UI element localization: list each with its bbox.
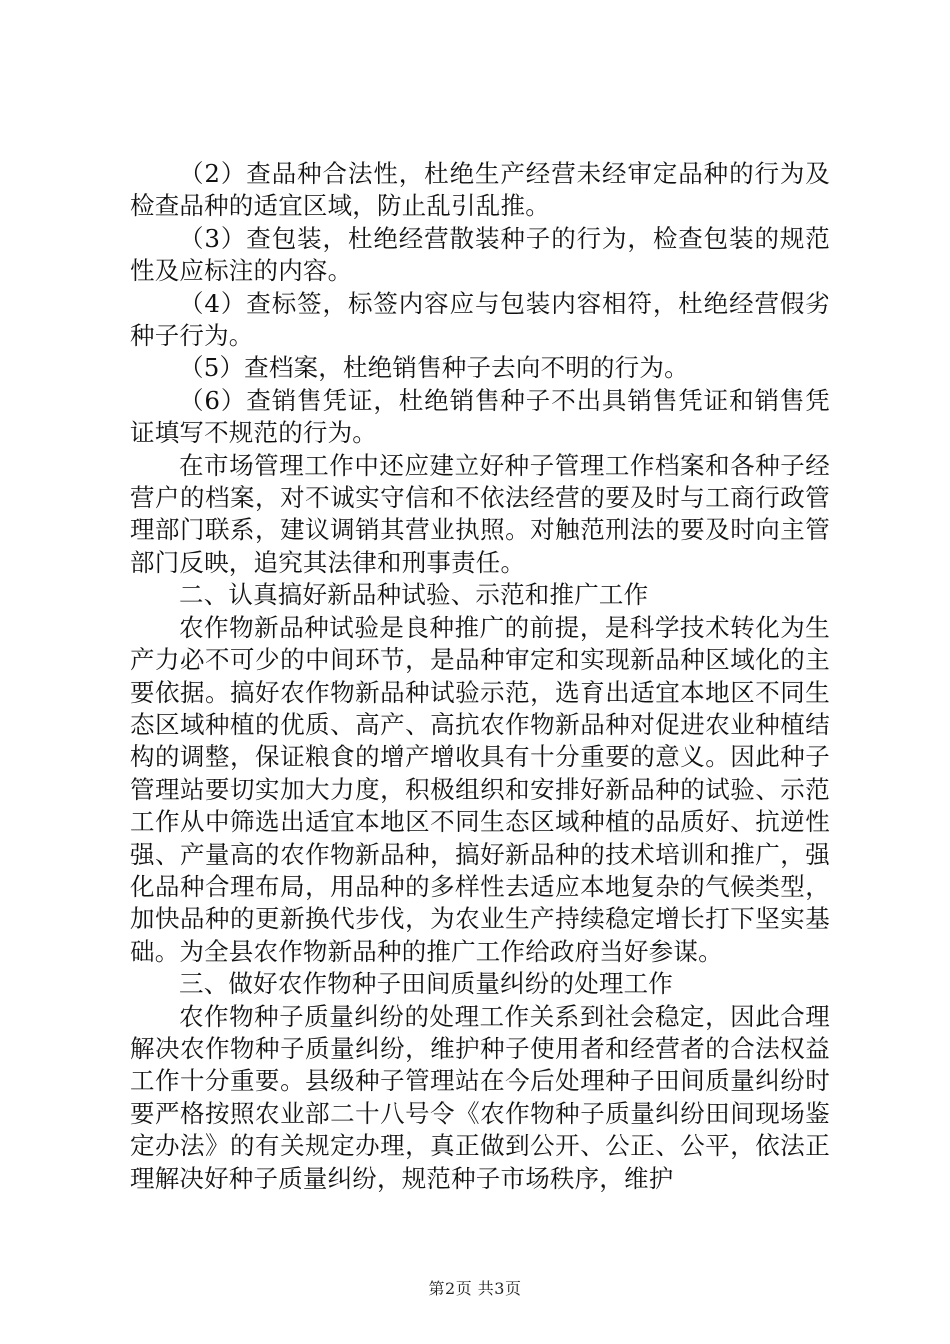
page-footer: 第2页 共3页 [428, 1279, 522, 1298]
paragraph-check-variety-legality: （2）查品种合法性，杜绝生产经营未经审定品种的行为及检查品种的适宜区域，防止乱引乱推。 [130, 159, 830, 221]
section-heading-2: 二、认真搞好新品种试验、示范和推广工作 [179, 580, 649, 610]
paragraph-variety-trials: 农作物新品种试验是良种推广的前提，是科学技术转化为生产力必不可少的中间环节，是品种审定和实现新品种区域化的主要依据。搞好农作物新品种试验示范，选育出适宜本地区不同生态区域种植的优质、高产、高抗农作物新品种对促进农业种植结构的调整，保证粮食的增产增收具有十分重要的意义。因此种子管理站要切实加大力度，积极组织和安排好新品种的试验、示范工作从中筛选出适宜本地区不同生态区域种植的品质好、抗逆性强、产量高的农作物新品种，搞好新品种的技术培训和推广，强化品种合理布局，用品种的多样性去适应本地复杂的气候类型，加快品种的更新换代步伐，为农业生产持续稳定增长打下坚实基础。为全县农作物新品种的推广工作给政府当好参谋。 [130, 612, 830, 966]
paragraph-check-labels: （4）查标签，标签内容应与包装内容相符，杜绝经营假劣种子行为。 [130, 288, 830, 351]
paragraph-check-packaging: （3）查包装，杜绝经营散装种子的行为，检查包装的规范性及应标注的内容。 [130, 223, 830, 286]
body-text [130, 158, 830, 1195]
section-heading-3: 三、做好农作物种子田间质量纠纷的处理工作 [179, 969, 673, 999]
paragraph-market-management: 在市场管理工作中还应建立好种子管理工作档案和各种子经营户的档案，对不诚实守信和不依法经营的要及时与工商行政管理部门联系，建议调销其营业执照。对触范刑法的要及时向主管部门反映，追究其法律和刑事责任。 [130, 450, 830, 577]
paragraph-check-archives: （5）查档案，杜绝销售种子去向不明的行为。 [179, 353, 689, 383]
paragraph-quality-disputes: 农作物种子质量纠纷的处理工作关系到社会稳定，因此合理解决农作物种子质量纠纷，维护种子使用者和经营者的合法权益工作十分重要。县级种子管理站在今后处理种子田间质量纠纷时要严格按照农业部二十八号令《农作物种子质量纠纷田间现场鉴定办法》的有关规定办理，真正做到公开、公正、公平，依法正理解决好种子质量纠纷，规范种子市场秩序，维护 [130, 1001, 830, 1193]
paragraph-check-sales-vouchers: （6）查销售凭证，杜绝销售种子不出具销售凭证和销售凭证填写不规范的行为。 [130, 385, 830, 448]
